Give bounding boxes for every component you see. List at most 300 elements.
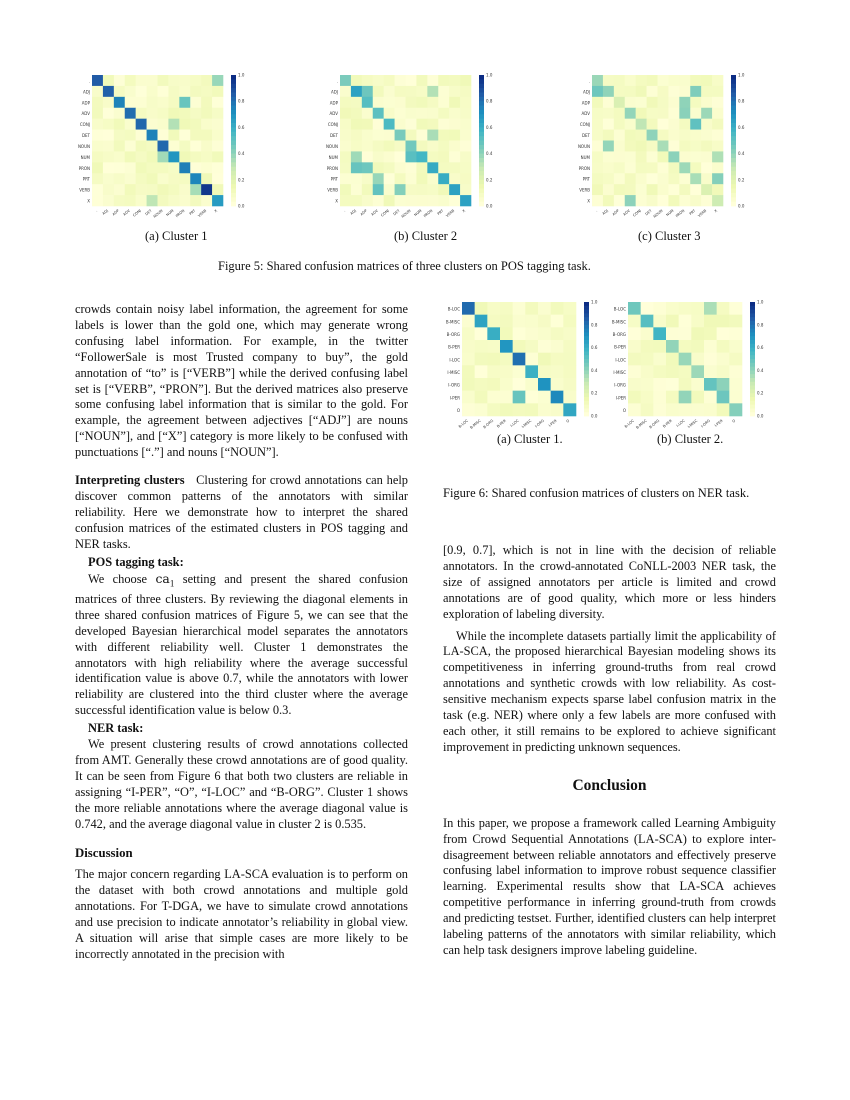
row-tick-label: B-ORG (612, 331, 626, 337)
colorbar-tick: 1.0 (738, 72, 745, 78)
colorbar-tick: 0.8 (486, 98, 493, 104)
heatmap-cell (103, 173, 114, 184)
heatmap-cell (147, 108, 158, 119)
paragraph-ner-task: We present clustering results of crowd annotations collected from AMT. Generally these crowd annotations are of good quality. It can be seen from Figure 6 that both two clusters are reliable in assigning “I-PER”, “O”, “I-LOC” and “B-ORG”. Cluster 1 shows the more reliable annotations where the average diagonal value is 0.742, and the average diagonal value in cluster 2 is 0.535. (75, 737, 408, 831)
colorbar-segment (731, 145, 736, 150)
column-tick-label: PRON (175, 208, 186, 219)
heatmap-cell (136, 86, 147, 97)
heatmap-cell (500, 365, 513, 378)
heatmap-cell (92, 75, 103, 86)
heatmap-cell (679, 302, 692, 315)
heatmap-cell (427, 75, 438, 86)
heatmap-cell (628, 302, 641, 315)
column-tick-label: PRT (188, 208, 197, 217)
heatmap-cell (625, 162, 636, 173)
heatmap-cell (704, 302, 717, 315)
heatmap-cell (362, 162, 373, 173)
heatmap-cell (427, 108, 438, 119)
heatmap-cell (691, 302, 704, 315)
colorbar-segment (750, 344, 755, 348)
heatmap-cell (168, 130, 179, 141)
heatmap-cell (384, 141, 395, 152)
colorbar-segment (231, 92, 236, 97)
heatmap-cell (500, 315, 513, 328)
column-tick-label: ADP (611, 208, 620, 217)
heatmap-cell (636, 173, 647, 184)
heatmap-cell (340, 195, 351, 206)
heatmap-cell (538, 365, 551, 378)
heatmap-cell (628, 327, 641, 340)
heatmap-cell (636, 141, 647, 152)
colorbar-segment (750, 329, 755, 333)
heatmap-cell (603, 130, 614, 141)
column-tick-label: VERB (197, 208, 208, 219)
heatmap-cell (712, 151, 723, 162)
heatmap-cell (614, 151, 625, 162)
heatmap-cell (212, 86, 223, 97)
colorbar-segment (231, 202, 236, 207)
row-tick-label: VERB (579, 187, 590, 193)
column-tick-label: CONJ (380, 208, 390, 218)
colorbar-segment (750, 348, 755, 352)
colorbar-segment (479, 106, 484, 111)
heatmap-cell (691, 353, 704, 366)
heatmap-cell (114, 173, 125, 184)
colorbar-segment (479, 149, 484, 154)
heatmap-cell (416, 141, 427, 152)
heatmap-cell (103, 86, 114, 97)
heatmap-cell (712, 108, 723, 119)
heatmap-cell (201, 97, 212, 108)
colorbar-segment (750, 340, 755, 344)
heatmap-cell (462, 353, 475, 366)
heatmap-cell (668, 184, 679, 195)
heatmap-cell (525, 315, 538, 328)
colorbar-segment (231, 127, 236, 132)
colorbar-tick: 0.6 (591, 345, 598, 351)
heatmap-cell (592, 130, 603, 141)
colorbar-segment (231, 141, 236, 146)
heatmap-cell (668, 108, 679, 119)
row-tick-label: ADV (329, 111, 338, 117)
heatmap-cell (158, 130, 169, 141)
heatmap-cell (712, 130, 723, 141)
column-tick-label: PRT (436, 208, 445, 217)
heatmap-cell (701, 184, 712, 195)
heatmap-cell (475, 340, 488, 353)
figure-6-caption: Figure 6: Shared confusion matrices of clusters on NER task. (443, 486, 750, 500)
colorbar-segment (584, 378, 589, 382)
heatmap-cell (158, 108, 169, 119)
column-tick-label: B-MISC (469, 418, 482, 430)
interpreting-clusters-body: Clustering for crowd annotations can help discover common patterns of the annotators with similar reliability. Here we demonstrate how to interpret the shared confusion matrices of the estimated clusters in POS tagging and NER tasks. (75, 473, 408, 551)
heatmap-cell (628, 340, 641, 353)
heatmap-cell (179, 108, 190, 119)
heatmap-cell (168, 141, 179, 152)
heatmap-cell (168, 162, 179, 173)
heatmap-cell (125, 162, 136, 173)
colorbar-tick: 0.6 (486, 124, 493, 130)
column-tick-label: NOUN (400, 208, 412, 219)
heatmap-cell (340, 130, 351, 141)
heatmap-cell (462, 365, 475, 378)
heatmap-cell (125, 108, 136, 119)
row-tick-label: ADP (581, 100, 590, 106)
heatmap-cell (147, 141, 158, 152)
heatmap-cell (147, 184, 158, 195)
heatmap-cell (114, 162, 125, 173)
colorbar-segment (479, 136, 484, 141)
heatmap-cell (538, 353, 551, 366)
heatmap-cell (653, 315, 666, 328)
heatmap-cell (636, 184, 647, 195)
colorbar-tick: 0.0 (757, 413, 764, 419)
heatmap-cell (500, 378, 513, 391)
heatmap-cell (641, 403, 654, 416)
colorbar-segment (731, 189, 736, 194)
colorbar-segment (231, 193, 236, 198)
heatmap-cell (406, 141, 417, 152)
heatmap-cell (103, 195, 114, 206)
heatmap-cell (614, 86, 625, 97)
heatmap-cell (114, 108, 125, 119)
heatmap-cell (679, 151, 690, 162)
heatmap-pos-cluster-3 (572, 70, 772, 220)
colorbar-segment (750, 306, 755, 310)
heatmap-cell (416, 97, 427, 108)
heatmap-cell (384, 119, 395, 130)
colorbar-segment (479, 110, 484, 115)
heatmap-cell (625, 86, 636, 97)
column-tick-label: NOUN (152, 208, 164, 219)
colorbar-segment (731, 75, 736, 80)
heatmap-cell (641, 302, 654, 315)
row-tick-label: X (587, 198, 590, 204)
heatmap-cell (406, 173, 417, 184)
heatmap-cell (340, 184, 351, 195)
row-tick-label: I-ORG (614, 382, 626, 388)
paragraph-conclusion: In this paper, we propose a framework called Learning Ambiguity from Crowd Sequential Annotations (LA-SCA) to explore inter-disagreement between reliable annotators and effectively preserve confusing label information to improve robust sequence classifier learning. Experimental results show that LA-SCA achieves competitive performance in inferring ground-truth from crowds and predicting testset. Further, identified clusters can help interpret labeling patterns of the annotators with similar reliability, which can help task designers improve labeling guideline. (443, 815, 776, 957)
heatmap-cell (395, 173, 406, 184)
row-tick-label: NOUN (325, 143, 338, 149)
heatmap-cell (641, 340, 654, 353)
heatmap-cell (679, 86, 690, 97)
pos-task-heading: POS tagging task: (88, 554, 184, 569)
column-tick-label: ADV (122, 208, 131, 217)
heatmap-cell (460, 97, 471, 108)
heatmap-cell (158, 162, 169, 173)
row-tick-label: O (456, 407, 460, 413)
heatmap-cell (690, 151, 701, 162)
heatmap-cell (625, 108, 636, 119)
figure-5 (72, 70, 782, 275)
heatmap-cell (658, 130, 669, 141)
heatmap-cell (625, 130, 636, 141)
heatmap-cell (603, 108, 614, 119)
heatmap-cell (449, 162, 460, 173)
heatmap-cell (427, 184, 438, 195)
column-tick-label: . (94, 208, 99, 213)
heatmap-cell (592, 151, 603, 162)
colorbar-segment (750, 397, 755, 401)
heatmap-cell (647, 108, 658, 119)
colorbar-segment (231, 154, 236, 159)
heatmap-cell (406, 86, 417, 97)
heatmap-cell (179, 130, 190, 141)
heatmap-cell (125, 97, 136, 108)
heatmap-cell (701, 195, 712, 206)
heatmap-cell (416, 130, 427, 141)
heatmap-cell (416, 119, 427, 130)
heatmap-cell (136, 195, 147, 206)
heatmap-cell (416, 162, 427, 173)
row-tick-label: X (87, 198, 90, 204)
heatmap-cell (701, 108, 712, 119)
heatmap-cell (666, 315, 679, 328)
colorbar-segment (479, 123, 484, 128)
heatmap-cell (538, 391, 551, 404)
heatmap-cell (487, 391, 500, 404)
row-tick-label: . (336, 78, 338, 84)
p6b-svg (608, 297, 773, 430)
heatmap-cell (701, 97, 712, 108)
colorbar-segment (231, 184, 236, 189)
heatmap-cell (500, 391, 513, 404)
colorbar-segment (731, 184, 736, 189)
heatmap-cell (147, 119, 158, 130)
heatmap-cell (701, 119, 712, 130)
heatmap-cell (717, 315, 730, 328)
heatmap-cell (136, 130, 147, 141)
column-tick-label: VERB (697, 208, 708, 219)
heatmap-cell (614, 75, 625, 86)
heatmap-cell (691, 340, 704, 353)
heatmap-cell (653, 302, 666, 315)
heatmap-cell (190, 75, 201, 86)
heatmap-cell (647, 162, 658, 173)
heatmap-cell (525, 302, 538, 315)
row-tick-label: VERB (327, 187, 338, 193)
colorbar-segment (731, 97, 736, 102)
row-tick-label: ADV (81, 111, 90, 117)
column-tick-label: ADV (370, 208, 379, 217)
heatmap-cell (190, 130, 201, 141)
heatmap-cell (614, 195, 625, 206)
colorbar-segment (479, 141, 484, 146)
heatmap-cell (190, 108, 201, 119)
heatmap-cell (158, 173, 169, 184)
heatmap-cell (690, 173, 701, 184)
row-tick-label: O (622, 407, 626, 413)
colorbar-segment (479, 171, 484, 176)
discussion-heading: Discussion (75, 846, 133, 861)
colorbar-segment (731, 158, 736, 163)
heatmap-cell (712, 97, 723, 108)
colorbar-segment (584, 302, 589, 306)
heatmap-cell (647, 86, 658, 97)
heatmap-cell (647, 141, 658, 152)
heatmap-cell (92, 151, 103, 162)
colorbar-segment (479, 193, 484, 198)
heatmap-cell (647, 195, 658, 206)
heatmap-cell (691, 403, 704, 416)
heatmap-cell (103, 75, 114, 86)
heatmap-cell (690, 130, 701, 141)
heatmap-cell (103, 130, 114, 141)
colorbar-segment (750, 302, 755, 306)
colorbar-segment (584, 332, 589, 336)
heatmap-cell (125, 86, 136, 97)
paragraph-limitations: [0.9, 0.7], which is not in line with the decision of reliable annotators. In the crowd-annotated CoNLL-2003 NER task, the size of assigned annotators per article is limited and crowd annotations are of good quality, which more or less hinders exploration of labeling diversity. (443, 543, 776, 621)
heatmap-cell (647, 97, 658, 108)
column-tick-label: I-LOC (675, 418, 686, 428)
heatmap-cell (513, 365, 526, 378)
heatmap-cell (625, 173, 636, 184)
column-tick-label: CONJ (632, 208, 642, 218)
colorbar-segment (731, 132, 736, 137)
heatmap-cell (712, 75, 723, 86)
colorbar-segment (750, 336, 755, 340)
heatmap-cell (351, 97, 362, 108)
heatmap-cell (449, 141, 460, 152)
heatmap-cell (636, 162, 647, 173)
ca-subscript: 1 (169, 577, 175, 588)
heatmap-cell (212, 108, 223, 119)
heatmap-cell (668, 97, 679, 108)
colorbar-segment (750, 401, 755, 405)
colorbar-segment (584, 370, 589, 374)
heatmap-cell (92, 86, 103, 97)
heatmap-cell (475, 315, 488, 328)
heatmap-cell (690, 108, 701, 119)
heatmap-cell (201, 108, 212, 119)
heatmap-cell (551, 403, 564, 416)
row-tick-label: X (335, 198, 338, 204)
heatmap-cell (190, 86, 201, 97)
heatmap-cell (500, 403, 513, 416)
column-tick-label: B-ORG (648, 418, 661, 430)
heatmap-cell (614, 108, 625, 119)
column-tick-label: B-ORG (482, 418, 495, 430)
heatmap-cell (717, 391, 730, 404)
heatmap-cell (460, 184, 471, 195)
heatmap-cell (668, 130, 679, 141)
heatmap-cell (614, 97, 625, 108)
heatmap-cell (438, 162, 449, 173)
heatmap-cell (487, 315, 500, 328)
heatmap-cell (114, 195, 125, 206)
heatmap-cell (460, 119, 471, 130)
heatmap-cell (125, 151, 136, 162)
row-tick-label: I-LOC (615, 357, 626, 363)
heatmap-cell (158, 195, 169, 206)
heatmap-cell (147, 97, 158, 108)
heatmap-cell (500, 302, 513, 315)
heatmap-cell (362, 119, 373, 130)
heatmap-cell (729, 391, 742, 404)
colorbar-segment (750, 374, 755, 378)
row-tick-label: B-MISC (611, 319, 626, 325)
heatmap-cell (373, 173, 384, 184)
heatmap-cell (416, 184, 427, 195)
heatmap-cell (717, 403, 730, 416)
colorbar-segment (479, 101, 484, 106)
heatmap-cell (636, 75, 647, 86)
heatmap-cell (614, 184, 625, 195)
heatmap-cell (513, 327, 526, 340)
heatmap-cell (362, 141, 373, 152)
heatmap-cell (427, 173, 438, 184)
heatmap-cell (114, 151, 125, 162)
heatmap-cell (136, 75, 147, 86)
colorbar-segment (584, 325, 589, 329)
heatmap-cell (592, 119, 603, 130)
heatmap-cell (625, 119, 636, 130)
colorbar-segment (584, 310, 589, 314)
heatmap-cell (406, 195, 417, 206)
row-tick-label: B-MISC (445, 319, 460, 325)
heatmap-cell (384, 108, 395, 119)
row-tick-label: NUM (80, 154, 90, 160)
heatmap-cell (103, 119, 114, 130)
paragraph-applicability: While the incomplete datasets partially limit the applicability of LA-SCA, the proposed hierarchical Bayesian modeling shows its competitiveness in inferring ground-truths from real crowd annotations and synthetic crowds with low reliability. As cost-sensitive mechanism expects sparse label confusion matrix in the task (e.g. NER) where only a few labels are more confused with each other, it still remains to be explored to achieve significant improvement in predicting unknown sequences. (443, 628, 776, 754)
colorbar-tick: 1.0 (591, 299, 598, 305)
column-tick-label: I-PER (547, 418, 558, 428)
colorbar-segment (479, 189, 484, 194)
column-tick-label: PRT (688, 208, 697, 217)
heatmap-cell (449, 184, 460, 195)
heatmap-cell (438, 173, 449, 184)
colorbar-segment (731, 141, 736, 146)
heatmap-cell (513, 353, 526, 366)
colorbar-segment (731, 88, 736, 93)
colorbar-segment (731, 84, 736, 89)
heatmap-cell (416, 151, 427, 162)
colorbar-segment (731, 167, 736, 172)
heatmap-cell (103, 151, 114, 162)
heatmap-cell (125, 130, 136, 141)
colorbar-segment (750, 393, 755, 397)
row-tick-label: CONJ (79, 122, 90, 128)
heatmap-cell (212, 173, 223, 184)
colorbar-segment (731, 175, 736, 180)
heatmap-cell (658, 141, 669, 152)
heatmap-cell (362, 195, 373, 206)
heatmap-cell (603, 97, 614, 108)
column-tick-label: I-ORG (534, 418, 545, 429)
heatmap-cell (653, 365, 666, 378)
row-tick-label: . (88, 78, 90, 84)
column-tick-label: B-PER (662, 418, 673, 429)
heatmap-cell (636, 119, 647, 130)
heatmap-cell (701, 86, 712, 97)
heatmap-cell (647, 173, 658, 184)
heatmap-cell (427, 141, 438, 152)
heatmap-cell (704, 353, 717, 366)
column-tick-label: X (461, 208, 467, 214)
figure-6a-caption: (a) Cluster 1. (497, 432, 563, 446)
heatmap-cell (340, 97, 351, 108)
heatmap-cell (513, 391, 526, 404)
heatmap-cell (201, 86, 212, 97)
heatmap-cell (487, 378, 500, 391)
heatmap-cell (679, 378, 692, 391)
right-column (443, 543, 776, 961)
heatmap-cell (340, 151, 351, 162)
colorbar-tick: 1.0 (238, 72, 245, 78)
heatmap-cell (513, 302, 526, 315)
heatmap-cell (373, 195, 384, 206)
